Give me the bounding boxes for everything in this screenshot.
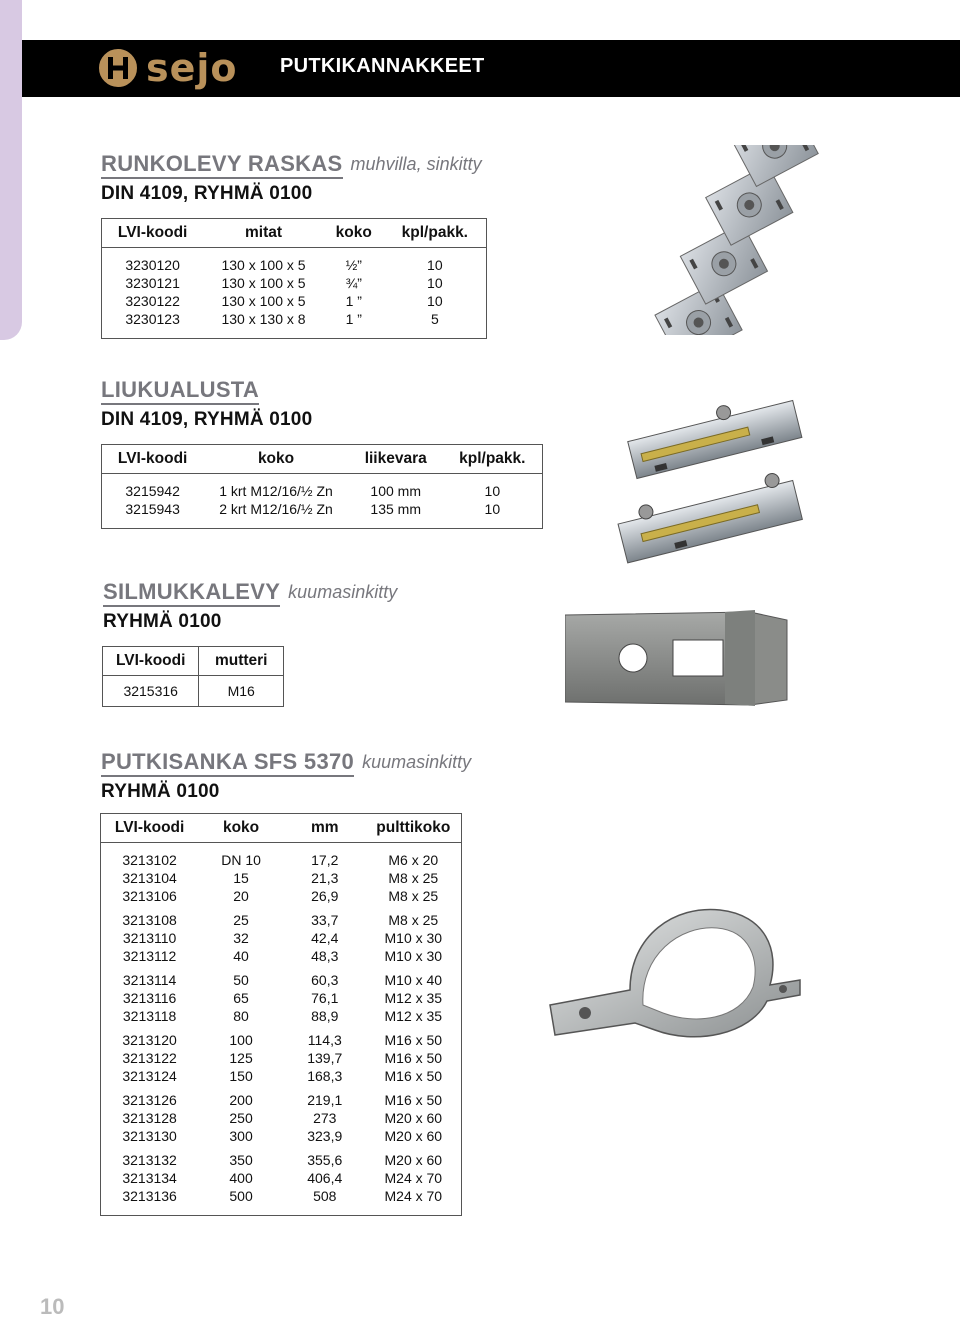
cell: 3213126 [122,1092,177,1108]
cell: 100 [229,1032,253,1048]
table-row [103,676,284,707]
table-row [101,1145,462,1169]
cell: M24 x 70 [384,1188,443,1204]
side-tab [0,0,22,340]
table-row [101,965,462,989]
cell: M12 x 35 [384,1008,443,1024]
cell: 3213120 [122,1032,177,1048]
cell: 80 [233,1008,249,1024]
column-header: LVI-koodi [102,445,204,474]
cell: 65 [233,990,249,1006]
table-row [101,1085,462,1109]
cell: 3213106 [122,888,177,904]
table-row [101,1007,462,1025]
cell: 33,7 [311,912,339,928]
cell: 50 [233,972,249,988]
cell: 3213132 [122,1152,177,1168]
table-row [101,843,462,870]
cell: 10 [427,257,443,273]
section-title: RUNKOLEVY RASKAS [101,152,343,179]
cell: 3230122 [125,293,180,309]
cell: 273 [313,1110,337,1126]
cell: 250 [229,1110,253,1126]
cell: M16 x 50 [384,1032,443,1048]
cell: 300 [229,1128,253,1144]
runkolevy-product-image [640,145,846,335]
cell: M8 x 25 [388,870,439,886]
table-row [101,1067,462,1085]
cell: 26,9 [311,888,339,904]
column-header: koko [203,445,349,474]
cell: 3213118 [122,1008,177,1024]
cell: 3213134 [122,1170,177,1186]
cell: 10 [427,275,443,291]
cell: 3213104 [122,870,177,886]
column-header: pulttikoko [366,814,462,843]
cell: 3213122 [122,1050,177,1066]
cell: 219,1 [307,1092,343,1108]
cell: 508 [313,1188,337,1204]
table-row [101,869,462,887]
cell: 114,3 [307,1032,342,1048]
cell: 139,7 [307,1050,343,1066]
cell: 32 [233,930,249,946]
cell: M20 x 60 [384,1110,443,1126]
cell: M10 x 40 [384,972,443,988]
cell: 3230121 [125,275,180,291]
cell: 1 ” [345,311,362,327]
cell: 3213108 [122,912,177,928]
table-row [102,310,487,339]
cell: 125 [229,1050,253,1066]
cell: DN 10 [221,852,261,868]
table-row [101,1049,462,1067]
cell: 3213110 [122,930,177,946]
cell: M16 x 50 [384,1068,443,1084]
cell: 10 [484,483,501,499]
section-runkolevy-heading [101,152,482,205]
table-header-row [102,219,487,248]
cell: 130 x 100 x 5 [221,275,306,291]
section-liukualusta-heading [101,378,312,431]
cell: 400 [229,1170,253,1186]
cell: 3213130 [122,1128,177,1144]
column-header: koko [198,814,284,843]
table-row [101,929,462,947]
table-header-row [101,814,462,843]
cell: 135 mm [370,501,421,517]
cell: 25 [233,912,249,928]
cell: 17,2 [311,852,339,868]
cell: M10 x 30 [384,948,443,964]
cell: M16 [227,683,255,699]
sejo-emblem-icon [96,46,140,90]
cell: 88,9 [311,1008,339,1024]
cell: 3213116 [122,990,177,1006]
cell: 1 krt M12/16/½ Zn [219,483,333,499]
cell: 60,3 [311,972,339,988]
column-header: koko [324,219,384,248]
column-header: mitat [203,219,324,248]
table-header-row [103,647,284,676]
table-row [101,1187,462,1216]
table-row [101,905,462,929]
putkisanka-product-image [545,895,805,1055]
section-title: LIUKUALUSTA [101,378,259,405]
table-row [102,292,487,310]
column-header: mutteri [199,647,284,676]
section-standard: RYHMÄ 0100 [103,611,222,632]
section-standard: DIN 4109, RYHMÄ 0100 [101,183,313,204]
cell: 130 x 100 x 5 [221,257,306,273]
cell: M8 x 25 [388,888,439,904]
brand-logo [96,46,238,90]
cell: 15 [233,870,249,886]
cell: 5 [430,311,439,327]
cell: ½” [345,257,362,273]
cell: 350 [229,1152,253,1168]
cell: M12 x 35 [384,990,443,1006]
table-row [101,1169,462,1187]
column-header: LVI-koodi [101,814,199,843]
brand-wordmark: sejo [146,46,238,90]
silmukkalevy-table [102,646,284,707]
column-header: kpl/pakk. [384,219,487,248]
cell: M16 x 50 [384,1050,443,1066]
cell: M6 x 20 [388,852,439,868]
table-row [101,1109,462,1127]
cell: 3215316 [103,676,199,707]
table-row [102,248,487,275]
cell: M8 x 25 [388,912,439,928]
cell: 2 krt M12/16/½ Zn [219,501,333,517]
cell: 3230120 [125,257,180,273]
table-row [101,989,462,1007]
section-standard: RYHMÄ 0100 [101,781,220,802]
section-title: SILMUKKALEVY [103,580,280,607]
cell: M10 x 30 [384,930,443,946]
cell: 20 [233,888,249,904]
cell: 21,3 [311,870,339,886]
cell: 406,4 [307,1170,343,1186]
runkolevy-table [101,218,487,339]
cell: M16 x 50 [384,1092,443,1108]
column-header: LVI-koodi [102,219,204,248]
table-row [101,1025,462,1049]
silmukkalevy-product-image [565,610,790,710]
cell: 3230123 [125,311,180,327]
cell: 1 ” [345,293,362,309]
cell: 42,4 [311,930,339,946]
section-putkisanka-heading [101,750,471,803]
cell: 48,3 [311,948,339,964]
cell: 323,9 [307,1128,343,1144]
table-row [102,474,543,501]
cell: 130 x 100 x 5 [221,293,306,309]
putkisanka-table [100,813,462,1216]
cell: 500 [229,1188,253,1204]
cell: 3215943 [125,501,180,517]
section-subtitle: muhvilla, sinkitty [350,154,482,174]
page-number: 10 [40,1294,65,1319]
cell: 150 [229,1068,253,1084]
table-header-row [102,445,543,474]
cell: 76,1 [311,990,339,1006]
cell: M20 x 60 [384,1152,443,1168]
cell: 168,3 [307,1068,343,1084]
cell: 3213124 [122,1068,177,1084]
cell: 3213136 [122,1188,177,1204]
table-row [102,274,487,292]
cell: 130 x 130 x 8 [221,311,306,327]
cell: 3213128 [122,1110,177,1126]
column-header: LVI-koodi [103,647,199,676]
liukualusta-table [101,444,543,529]
liukualusta-product-image [610,395,825,565]
table-row [101,947,462,965]
column-header: kpl/pakk. [443,445,543,474]
cell: M20 x 60 [384,1128,443,1144]
cell: 3213114 [122,972,177,988]
table-row [101,887,462,905]
cell: 355,6 [307,1152,343,1168]
section-silmukkalevy-heading [103,580,397,633]
cell: 40 [233,948,249,964]
column-header: liikevara [349,445,443,474]
cell: 100 mm [370,483,421,499]
section-subtitle: kuumasinkitty [362,752,472,772]
cell: 3215942 [125,483,180,499]
page-title: PUTKIKANNAKKEET [280,55,485,77]
section-standard: DIN 4109, RYHMÄ 0100 [101,409,313,430]
cell: 10 [427,293,443,309]
page-header [22,40,960,97]
table-row [101,1127,462,1145]
cell: 200 [229,1092,253,1108]
section-title: PUTKISANKA SFS 5370 [101,750,354,777]
cell: ¾” [345,275,362,291]
cell: 3213112 [122,948,177,964]
cell: M24 x 70 [384,1170,443,1186]
column-header: mm [284,814,366,843]
cell: 10 [484,501,501,517]
table-row [102,500,543,529]
cell: 3213102 [122,852,177,868]
section-subtitle: kuumasinkitty [288,582,398,602]
